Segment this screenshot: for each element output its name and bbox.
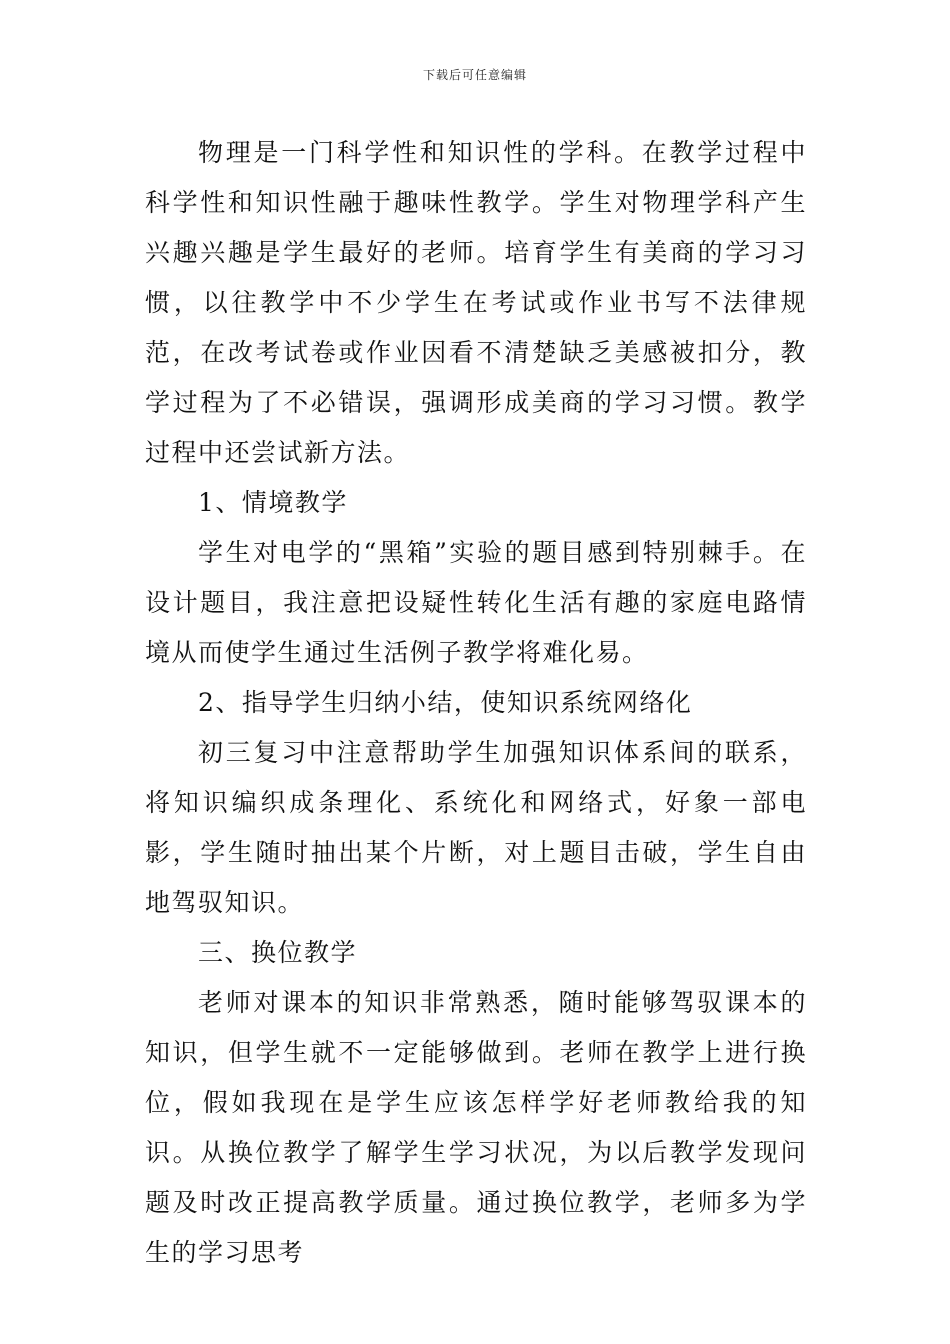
paragraph-role-swap-teaching: 老师对课本的知识非常熟悉，随时能够驾驭课本的知识，但学生就不一定能够做到。老师在教学上进行换位，假如我现在是学生应该怎样学好老师教给我的知识。从换位教学了解学生学习状况，为以后教学发现问题及时改正提高教学质量。通过换位教学，老师多为学生的学习思考 xyxy=(145,988,807,1267)
heading-situational-teaching: 1、情境教学 xyxy=(198,488,348,517)
heading-role-swap-teaching: 三、换位教学 xyxy=(198,938,358,967)
document-body xyxy=(145,128,807,1278)
header-note: 下载后可任意编辑 xyxy=(422,68,527,82)
paragraph-intro: 物理是一门科学性和知识性的学科。在教学过程中科学性和知识性融于趣味性教学。学生对物理学科产生兴趣兴趣是学生最好的老师。培育学生有美商的学习习惯，以往教学中不少学生在考试或作业书写不法律规范，在改考试卷或作业因看不清楚缺乏美感被扣分，教学过程为了不必错误，强调形成美商的学习习惯。教学过程中还尝试新方法。 xyxy=(145,138,807,467)
heading-summary-guidance: 2、指导学生归纳小结，使知识系统网络化 xyxy=(198,688,693,717)
paragraph-situational-teaching: 学生对电学的“黑箱”实验的题目感到特别棘手。在设计题目，我注意把设疑性转化生活有趣的家庭电路情境从而使学生通过生活例子教学将难化易。 xyxy=(145,538,807,667)
paragraph-summary-guidance: 初三复习中注意帮助学生加强知识体系间的联系，将知识编织成条理化、系统化和网络式，好象一部电影，学生随时抽出某个片断，对上题目击破，学生自由地驾驭知识。 xyxy=(145,738,807,917)
